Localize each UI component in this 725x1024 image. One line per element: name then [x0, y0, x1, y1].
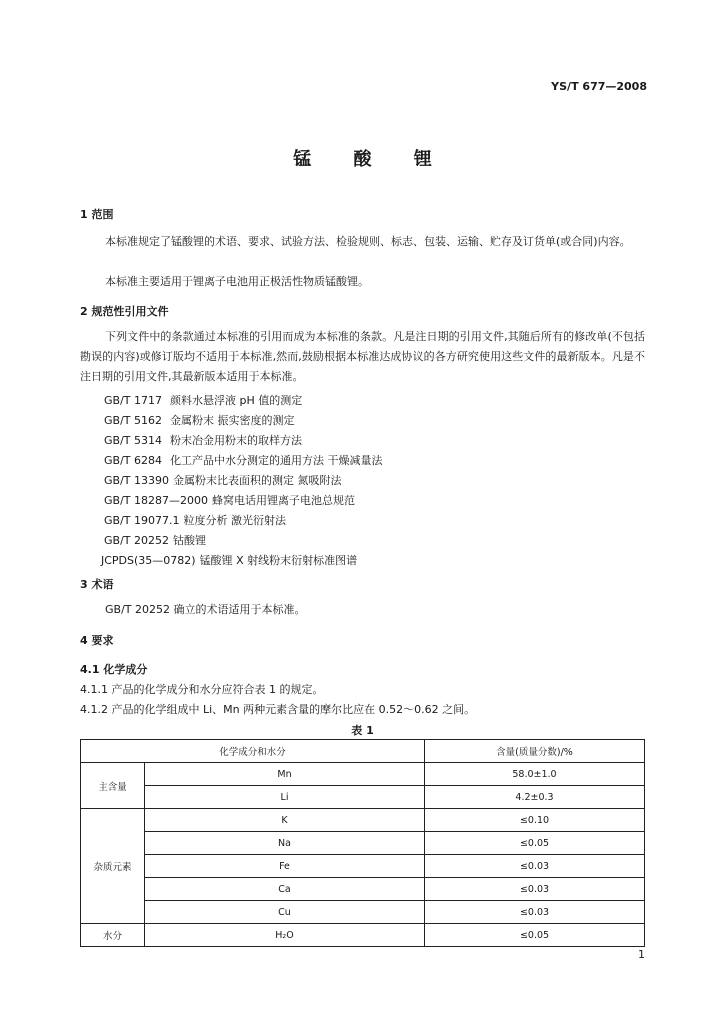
value-cell: ≤0.10: [425, 809, 645, 832]
standard-number: YS/T 677—2008: [551, 80, 647, 93]
value-cell: ≤0.03: [425, 878, 645, 901]
group-label-impurity: 杂质元素: [81, 809, 145, 924]
table-row: [81, 878, 645, 901]
table-row: [81, 924, 645, 947]
group-label-main: 主含量: [81, 763, 145, 809]
reference-code: GB/T 5162: [104, 414, 162, 427]
element-cell: Cu: [145, 901, 425, 924]
section-1-para-1: 本标准规定了锰酸锂的术语、要求、试验方法、检验规则、标志、包装、运输、贮存及订货单(或合同)内容。: [105, 235, 631, 248]
reference-title: 化工产品中水分测定的通用方法 干燥减量法: [170, 454, 383, 467]
section-4-heading: 4 要求: [80, 634, 114, 647]
reference-item: [104, 492, 355, 508]
reference-item: [104, 432, 302, 448]
table-header-row: [81, 740, 645, 763]
value-cell: ≤0.05: [425, 832, 645, 855]
table-row: [81, 855, 645, 878]
table-row: [81, 901, 645, 924]
section-2-para-1: 下列文件中的条款通过本标准的引用而成为本标准的条款。凡是注日期的引用文件,其随后所有的修改单(不包括勘误的内容)或修订版均不适用于本标准,然而,鼓励根据本标准达成协议的各方研究使用这些文件的最新版本。凡是不注日期的引用文件,其最新版本适用于本标准。: [80, 330, 645, 383]
table-row: [81, 786, 645, 809]
reference-item: [104, 452, 383, 468]
table-header-cell: 含量(质量分数)/%: [425, 740, 645, 763]
page-number: 1: [638, 948, 645, 961]
reference-code: GB/T 18287—2000: [104, 494, 208, 507]
reference-item: [104, 472, 342, 488]
clause-4-1-2: 4.1.2 产品的化学组成中 Li、Mn 两种元素含量的摩尔比应在 0.52～0.62 之间。: [80, 703, 476, 716]
section-1-heading: 1 范围: [80, 208, 114, 221]
table-row: [81, 832, 645, 855]
reference-code: GB/T 6284: [104, 454, 162, 467]
element-cell: H₂O: [145, 924, 425, 947]
table-row: [81, 763, 645, 786]
section-1-para-2: 本标准主要适用于锂离子电池用正极活性物质锰酸锂。: [105, 275, 369, 288]
reference-title: 金属粉末 振实密度的测定: [170, 414, 295, 427]
section-2-heading: 2 规范性引用文件: [80, 305, 169, 318]
element-cell: Ca: [145, 878, 425, 901]
reference-item: [104, 532, 206, 548]
element-cell: Li: [145, 786, 425, 809]
clause-4-1-1: 4.1.1 产品的化学成分和水分应符合表 1 的规定。: [80, 683, 324, 696]
element-cell: K: [145, 809, 425, 832]
reference-title: 粉末冶金用粉末的取样方法: [170, 434, 302, 447]
reference-code: GB/T 13390: [104, 474, 169, 487]
element-cell: Mn: [145, 763, 425, 786]
reference-item: [104, 512, 286, 528]
section-3-heading: 3 术语: [80, 578, 114, 591]
group-label-moisture: 水分: [81, 924, 145, 947]
value-cell: ≤0.05: [425, 924, 645, 947]
value-cell: ≤0.03: [425, 901, 645, 924]
section-3-para-1: GB/T 20252 确立的术语适用于本标准。: [105, 603, 306, 616]
value-cell: 58.0±1.0: [425, 763, 645, 786]
reference-code: GB/T 20252: [104, 534, 169, 547]
reference-title: 锰酸锂 X 射线粉末衍射标准图谱: [199, 554, 358, 567]
reference-code: GB/T 5314: [104, 434, 162, 447]
chemical-composition-table: [80, 739, 645, 947]
table-row: [81, 809, 645, 832]
reference-item: [104, 412, 295, 428]
reference-item: [101, 552, 357, 568]
document-title: 锰 酸 锂: [293, 149, 450, 170]
reference-title: 粒度分析 激光衍射法: [183, 514, 286, 527]
reference-code: GB/T 1717: [104, 394, 162, 407]
reference-item: [104, 392, 302, 408]
table-caption: 表 1: [351, 724, 374, 737]
reference-title: 颜料水悬浮液 pH 值的测定: [170, 394, 303, 407]
reference-code: JCPDS(35—0782): [101, 554, 196, 567]
value-cell: 4.2±0.3: [425, 786, 645, 809]
element-cell: Na: [145, 832, 425, 855]
table-header-cell: 化学成分和水分: [81, 740, 425, 763]
reference-title: 金属粉末比表面积的测定 氮吸附法: [173, 474, 342, 487]
reference-title: 蜂窝电话用锂离子电池总规范: [211, 494, 355, 507]
value-cell: ≤0.03: [425, 855, 645, 878]
reference-title: 钴酸锂: [173, 534, 206, 547]
reference-code: GB/T 19077.1: [104, 514, 180, 527]
section-4-1-heading: 4.1 化学成分: [80, 663, 148, 676]
element-cell: Fe: [145, 855, 425, 878]
